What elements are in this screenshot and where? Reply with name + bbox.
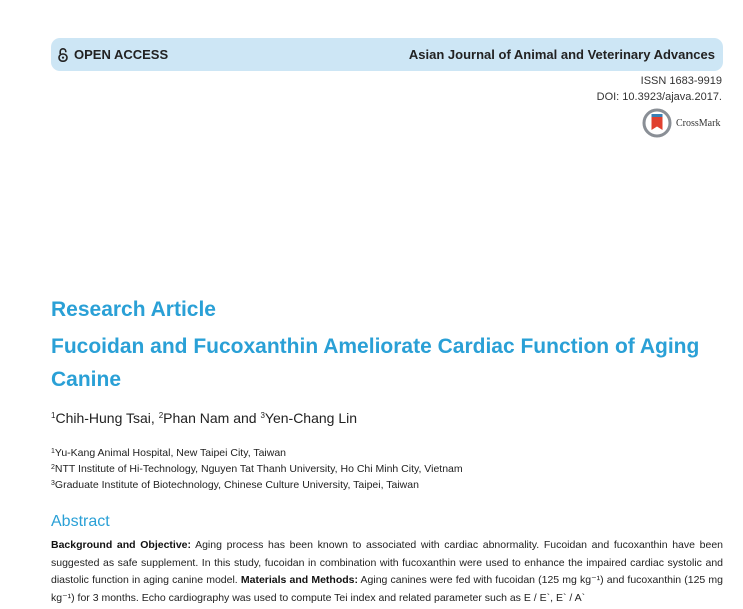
issn: ISSN 1683-9919: [640, 75, 722, 87]
crossmark-label: CrossMark: [676, 117, 721, 129]
author-3-name: Yen-Chang Lin: [264, 410, 358, 426]
journal-banner: [51, 38, 723, 71]
author-2-name: Phan Nam and: [163, 410, 261, 426]
author-1-sup: 1: [51, 411, 56, 420]
author-3-sup: 3: [260, 411, 265, 420]
crossmark-icon: [642, 108, 672, 138]
background-text: Aging process has been known to associated with cardiac abnormality. Fucoidan and fucoxanthin have been suggested as safe supplement. In this study, fucoidan in combination with fucoxanthin were used to enhance the impaired cardiac systolic and diastolic function in aging canine model.: [51, 539, 723, 586]
affiliation-3-sup: 3: [51, 480, 55, 487]
article-title: Fucoidan and Fucoxanthin Ameliorate Cardiac Function of Aging Canine: [51, 335, 700, 391]
author-2-sup: 2: [158, 411, 164, 420]
methods-label: Materials and Methods:: [240, 574, 358, 586]
crossmark-badge[interactable]: [642, 108, 720, 138]
author-list: [51, 410, 357, 426]
methods-text: Aging canines were fed with fucoidan (125 mg kg⁻¹) and fucoxanthin (125 mg kg⁻¹) for 3 months. Echo cardiography was used to compute Tei index and related parameter such as E / E`, E` / A`: [51, 574, 723, 604]
affiliation-2-sup: 2: [51, 464, 55, 471]
affiliation-1-sup: 1: [51, 448, 55, 455]
author-1-name: Chih-Hung Tsai,: [55, 410, 159, 426]
affiliation-2-text: NTT Institute of Hi-Technology, Nguyen Tat Thanh University, Ho Chi Minh City, Vietnam: [54, 463, 463, 475]
affiliation-1-text: Yu-Kang Animal Hospital, New Taipei City, Taiwan: [54, 447, 287, 459]
open-access-label: [58, 47, 168, 62]
open-access-text: OPEN ACCESS: [74, 47, 169, 62]
article-type: Research Article: [51, 298, 216, 321]
background-label: Background and Objective:: [51, 539, 192, 551]
open-lock-icon: [58, 48, 68, 62]
affiliation-3-text: Graduate Institute of Biotechnology, Chinese Culture University, Taipei, Taiwan: [54, 479, 419, 491]
doi[interactable]: DOI: 10.3923/ajava.2017.: [596, 91, 722, 103]
affiliation-1: [51, 447, 286, 459]
affiliation-3: [51, 479, 419, 491]
abstract-heading: Abstract: [51, 513, 110, 530]
abstract-body: [51, 537, 723, 607]
affiliation-2: [51, 463, 463, 475]
journal-name: Asian Journal of Animal and Veterinary Advances: [408, 47, 715, 62]
